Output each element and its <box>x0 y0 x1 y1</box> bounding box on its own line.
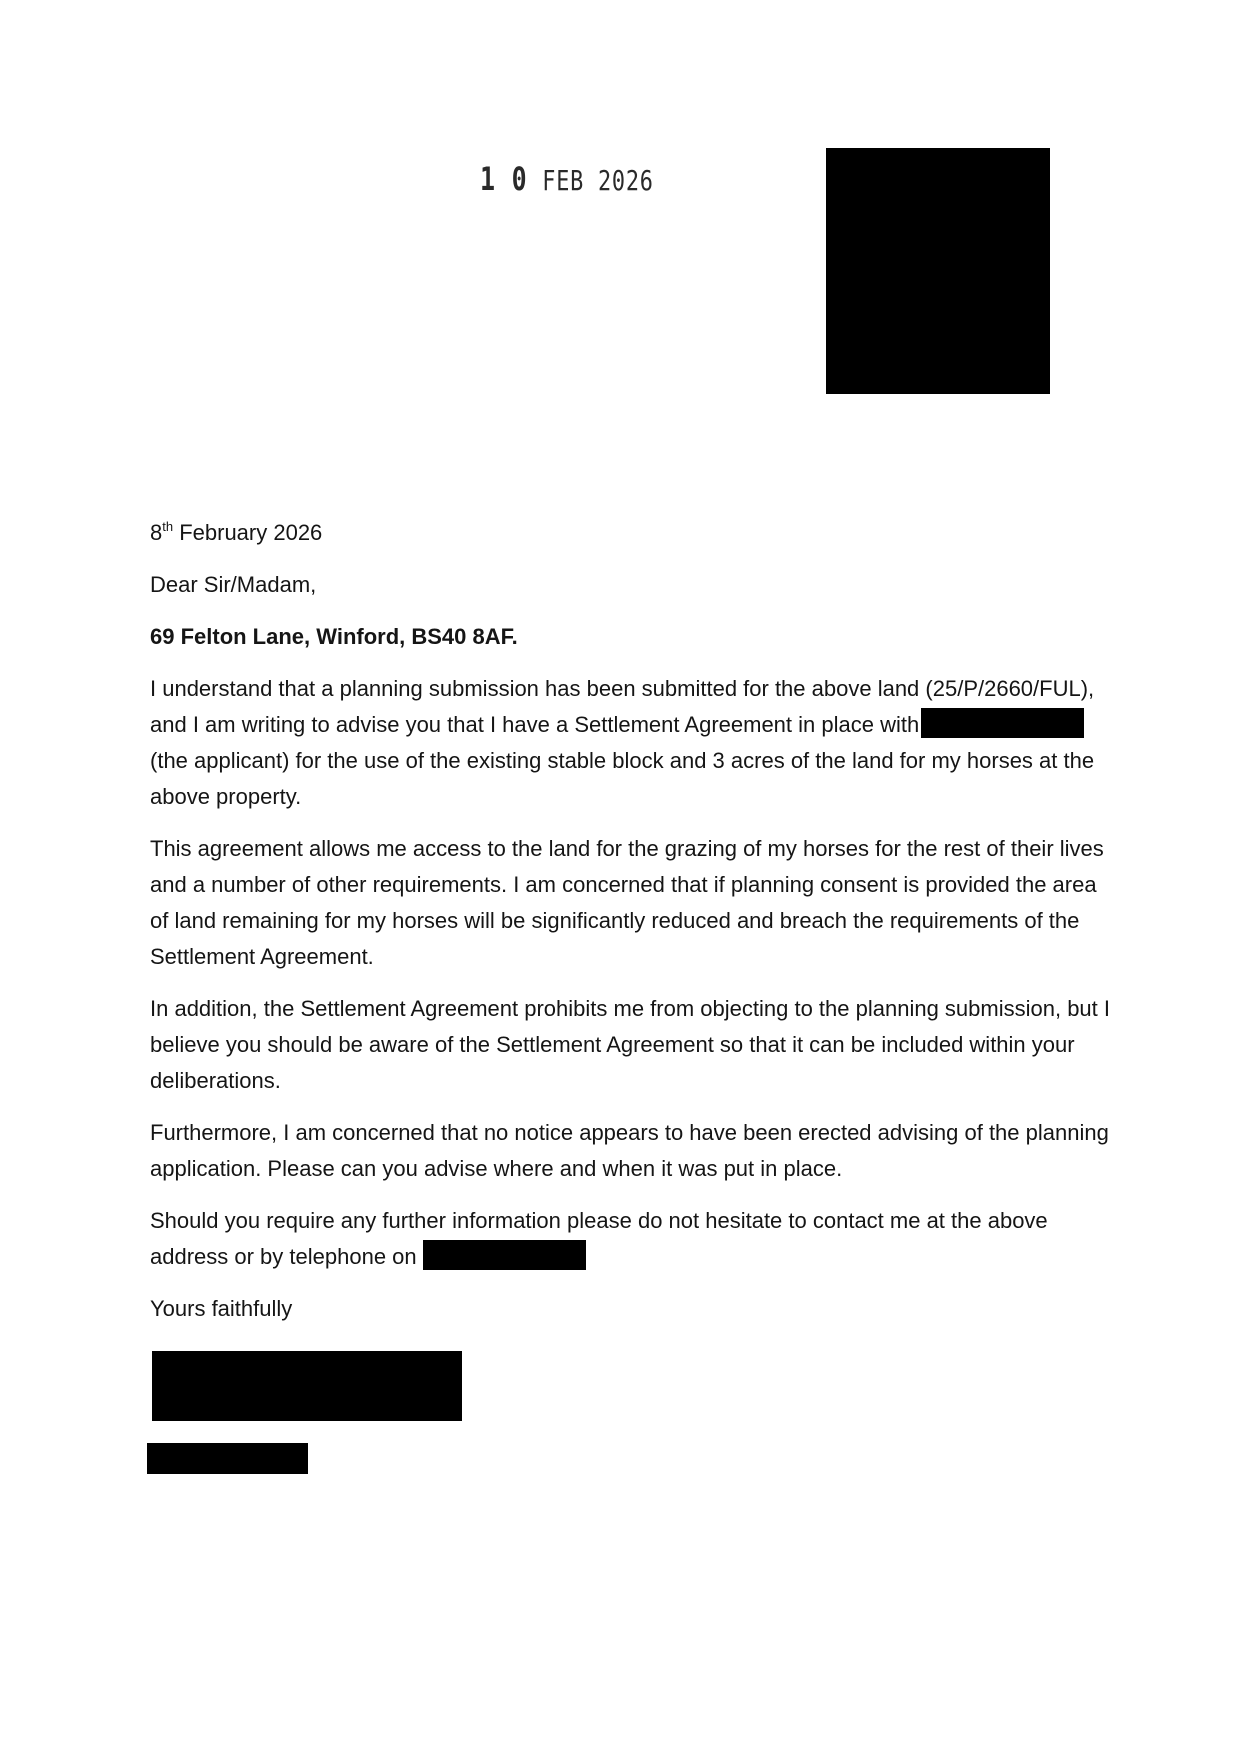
paragraph-1-part-b: (the applicant) for the use of the existing stable block and 3 acres of the land for my horses at the above property. <box>150 748 1095 809</box>
date-suffix: th <box>162 518 174 534</box>
paragraph-2: This agreement allows me access to the land for the grazing of my horses for the rest of their lives and a number of other requirements. I am concerned that if planning consent is provided the area of land remaining for my horses will be significantly reduced and breach the requirements of the Settlement Agreement. <box>150 836 1104 969</box>
redacted-signatory-name <box>147 1443 308 1474</box>
redacted-address-block <box>826 148 1050 394</box>
stamp-day: 1 0 <box>480 160 528 198</box>
paragraph-5-text: Should you require any further information please do not hesitate to contact me at the above address or by telephone on <box>150 1208 1048 1269</box>
salutation: Dear Sir/Madam, <box>150 572 317 597</box>
date-day: 8 <box>150 520 163 545</box>
letter-date <box>150 515 1110 551</box>
redacted-applicant-name <box>921 708 1084 738</box>
closing: Yours faithfully <box>150 1296 293 1321</box>
redacted-telephone <box>423 1240 586 1270</box>
paragraph-1 <box>150 671 1110 815</box>
date-rest: February 2026 <box>173 520 323 545</box>
redacted-signature <box>152 1351 462 1421</box>
paragraph-4: Furthermore, I am concerned that no notice appears to have been erected advising of the planning application. Please can you advise where and when it was put in place. <box>150 1120 1109 1181</box>
letter-body <box>150 515 1110 1343</box>
received-date-stamp <box>480 160 654 198</box>
paragraph-3: In addition, the Settlement Agreement prohibits me from objecting to the planning submission, but I believe you should be aware of the Settlement Agreement so that it can be included within your deliberations. <box>150 996 1110 1093</box>
subject-line: 69 Felton Lane, Winford, BS40 8AF. <box>150 624 518 649</box>
stamp-month-year: FEB 2026 <box>542 164 654 197</box>
paragraph-1-part-a: I understand that a planning submission has been submitted for the above land (25/P/2660/FUL), and I am writing to advise you that I have a Settlement Agreement in place with <box>150 676 1095 737</box>
paragraph-5 <box>150 1203 1110 1275</box>
